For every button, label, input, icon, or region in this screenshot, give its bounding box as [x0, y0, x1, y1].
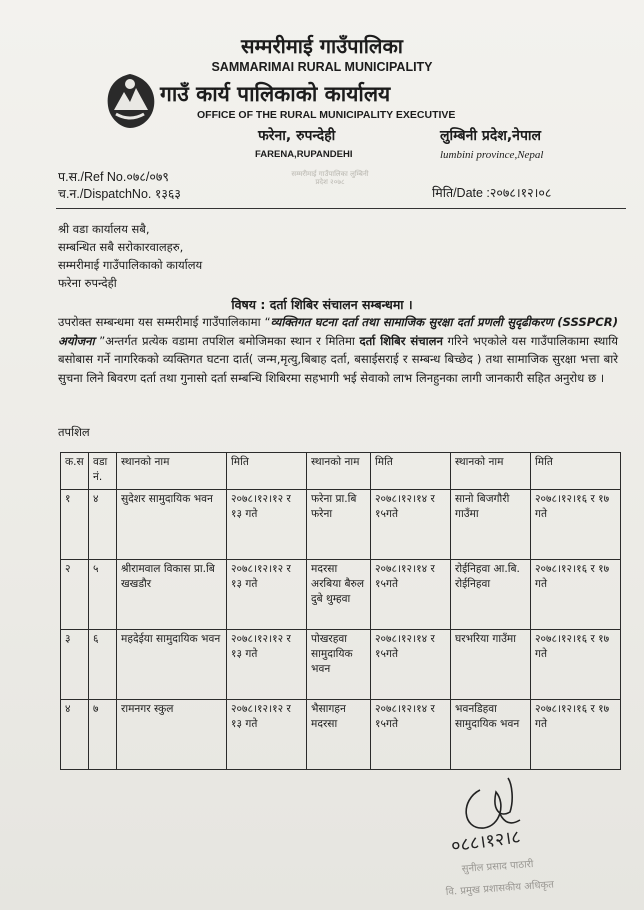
table-cell: भैसागहन मदरसा	[307, 700, 371, 770]
table-cell: १	[61, 490, 89, 560]
signature-date: ०८८।१२।८	[449, 826, 522, 857]
table-cell: पोखरहवा सामुदायिक भवन	[307, 630, 371, 700]
table-cell: २०७८।१२।१४ र १५गते	[371, 630, 451, 700]
camp-emphasis: दर्ता शिबिर संचालन	[359, 333, 443, 348]
office-name-english: OFFICE OF THE RURAL MUNICIPALITY EXECUTIVE	[197, 109, 456, 121]
table-cell: सुदेशर सामुदायिक भवन	[117, 490, 227, 560]
table-cell: भवनडिहवा सामुदायिक भवन	[451, 700, 531, 770]
body-text: ”अन्तर्गत प्रत्येक वडामा तपशिल बमोजिमका स्थान र मितिमा	[94, 333, 360, 348]
table-cell: ७	[89, 700, 117, 770]
letter-date: मिति/Date :२०७८।१२।०८	[432, 186, 552, 200]
dispatch-number: च.न./DispatchNo. १३६३	[58, 187, 181, 201]
reference-number: प.स./Ref No.०७८/०७९	[58, 170, 169, 184]
table-cell: ४	[89, 490, 117, 560]
table-cell: ३	[61, 630, 89, 700]
table-cell: २०७८।१२।१२ र १३ गते	[227, 700, 307, 770]
schedule-label: तपशिल	[58, 425, 90, 439]
table-cell: २०७८।१२।१४ र १५गते	[371, 700, 451, 770]
recipient-line: सम्बन्धित सबै सरोकारवालहरु,	[58, 240, 184, 254]
column-header: स्थानको नाम	[451, 453, 531, 490]
table-cell: २०७८।१२।१४ र १५गते	[371, 560, 451, 630]
table-cell: ४	[61, 700, 89, 770]
subject-line: विषय : दर्ता शिबिर संचालन सम्बन्धमा ।	[231, 297, 413, 312]
table-cell: २०७८।१२।१२ र १३ गते	[227, 630, 307, 700]
column-header: क.स	[61, 453, 89, 490]
table-cell: महदेईया सामुदायिक भवन	[117, 630, 227, 700]
signature-block	[440, 770, 615, 910]
table-cell: घरभरिया गाउँमा	[451, 630, 531, 700]
column-header: स्थानको नाम	[307, 453, 371, 490]
signature-scribble	[466, 778, 520, 828]
stamp-designation: वि. प्रमुख प्रशासकीय अधिकृत	[445, 879, 555, 898]
table-cell: सानो बिजगौरी गाउँमा	[451, 490, 531, 560]
body-text: उपरोक्त सम्बन्धमा यस सम्मरीमाई गाउँपालिकामा “	[58, 315, 271, 329]
table-row	[61, 700, 621, 770]
table-cell: २	[61, 560, 89, 630]
body-text: गरिने भएकोले यस गाउँपालिकामा स्थायि बसोबास गर्ने नागरिकको व्यक्तिगत घटना दार्त( जन्म,मृत्यु,बिबाह दर्ता, बसाईसराई र सम्बन्ध बिच्छेद ) तथा सामाजिक सुरक्षा भत्ता बारे सुचना लिने बिवरण दर्ता तथा गुनासो दर्ता सम्बन्धि शिबिरमा सहभागी भई सेवाको लाभ लिनहुनका लागी जानकारी सहित अनुरोध छ ।	[58, 333, 619, 385]
table-cell: २०७८।१२।१६ र १७ गते	[531, 630, 621, 700]
column-header: वडा नं.	[89, 453, 117, 490]
table-header-row	[61, 453, 621, 490]
column-header: मिति	[531, 453, 621, 490]
table-cell: श्रीरामवाल विकास प्रा.बि खखडौर	[117, 560, 227, 630]
address-english: FARENA,RUPANDEHI	[255, 149, 353, 160]
recipient-line: फरेना रुपन्देही	[58, 276, 117, 290]
table-cell: २०७८।१२।१२ र १३ गते	[227, 490, 307, 560]
recipient-line: श्री वडा कार्यालय सबै,	[58, 222, 150, 236]
column-header: मिति	[227, 453, 307, 490]
office-name-nepali: गाउँ कार्य पालिकाको कार्यालय	[160, 82, 391, 106]
table-row	[61, 630, 621, 700]
table-cell: २०७८।१२।१६ र १७ गते	[531, 700, 621, 770]
municipality-name-english: SAMMARIMAI RURAL MUNICIPALITY	[211, 60, 433, 74]
column-header: मिति	[371, 453, 451, 490]
table-cell: २०७८।१२।१६ र १७ गते	[531, 560, 621, 630]
municipality-name-nepali: सम्मरीमाई गाउँपालिका	[241, 34, 403, 58]
column-header: स्थानको नाम	[117, 453, 227, 490]
province-nepali: लुम्बिनी प्रदेश,नेपाल	[440, 128, 542, 144]
table-cell: २०७८।१२।१६ र १७ गते	[531, 490, 621, 560]
faint-stamp: सम्मरीमाई गाउँपालिका लुम्बिनी प्रदेश २०७८	[291, 170, 369, 186]
table-cell: २०७८।१२।१२ र १३ गते	[227, 560, 307, 630]
table-cell: ५	[89, 560, 117, 630]
table-row	[61, 490, 621, 560]
camp-schedule-table	[60, 452, 621, 770]
body-paragraph	[58, 313, 618, 387]
table-cell: रोईनिहवा आ.बि. रोईनिहवा	[451, 560, 531, 630]
header-divider	[56, 208, 626, 209]
table-cell: ६	[89, 630, 117, 700]
table-cell: रामनगर स्कुल	[117, 700, 227, 770]
recipient-line: सम्मरीमाई गाउँपालिकाको कार्यालय	[58, 258, 203, 272]
address-nepali: फरेना, रुपन्देही	[258, 128, 336, 144]
table-cell: मदरसा अरबिया बैरुल दुबे थुम्हवा	[307, 560, 371, 630]
table-cell: २०७८।१२।१४ र १५गते	[371, 490, 451, 560]
municipality-logo	[100, 70, 160, 132]
table-row	[61, 560, 621, 630]
project-name: व्यक्तिगत घटना दर्ता तथा सामाजिक सुरक्षा दर्ता प्रणली सुदृढीकरण (SSSPCR) अयोजना	[58, 315, 618, 348]
stamp-name: सुनील प्रसाद पाठारी	[461, 859, 534, 875]
province-english: lumbini province,Nepal	[440, 149, 544, 161]
table-cell: फरेना प्रा.बि फरेना	[307, 490, 371, 560]
